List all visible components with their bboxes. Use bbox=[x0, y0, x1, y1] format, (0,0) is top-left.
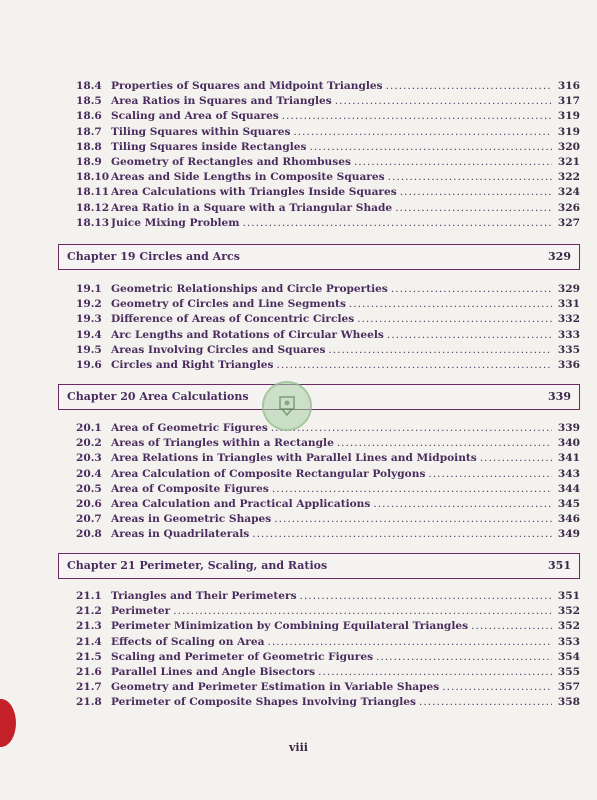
section-number: 20.1 bbox=[76, 422, 102, 434]
section-page: 339 bbox=[557, 422, 580, 434]
toc-entry[interactable] bbox=[58, 216, 580, 231]
section-number: 19.4 bbox=[76, 328, 102, 341]
section-title: Perimeter Minimization by Combining Equilateral Triangles bbox=[111, 620, 471, 632]
chapter-title: Chapter 19 Circles and Arcs bbox=[67, 250, 240, 263]
section-page: 352 bbox=[557, 605, 580, 618]
section-page: 343 bbox=[557, 467, 580, 480]
section-page: 336 bbox=[557, 358, 580, 371]
section-page: 357 bbox=[557, 681, 580, 694]
page-number: viii bbox=[289, 741, 308, 754]
section-title: Arc Lengths and Rotations of Circular Wheels bbox=[111, 329, 387, 341]
section-number: 20.8 bbox=[76, 528, 102, 541]
toc-entry[interactable] bbox=[58, 170, 580, 185]
toc-entry[interactable] bbox=[58, 421, 580, 436]
toc-entry[interactable] bbox=[58, 94, 580, 109]
section-page: 344 bbox=[557, 482, 580, 495]
section-page: 354 bbox=[557, 650, 580, 663]
section-page: 341 bbox=[557, 452, 580, 465]
section-title: Triangles and Their Perimeters bbox=[111, 590, 300, 602]
section-number: 20.4 bbox=[76, 467, 102, 480]
toc-entry[interactable] bbox=[58, 201, 580, 216]
section-number: 19.3 bbox=[76, 313, 102, 326]
toc-entry[interactable] bbox=[58, 140, 580, 155]
chapter-title: Chapter 21 Perimeter, Scaling, and Ratios bbox=[67, 559, 328, 572]
toc-entry[interactable] bbox=[58, 467, 580, 482]
section-title: Area Calculation of Composite Rectangular Polygons bbox=[111, 468, 428, 480]
section-title: Areas Involving Circles and Squares bbox=[111, 344, 328, 356]
section-title: Areas in Quadrilaterals bbox=[111, 528, 252, 540]
toc-entry[interactable] bbox=[58, 527, 580, 542]
section-page: 329 bbox=[557, 283, 580, 295]
section-number: 20.7 bbox=[76, 513, 102, 526]
chapter-title: Chapter 20 Area Calculations bbox=[67, 390, 249, 403]
chapter-page: 351 bbox=[548, 559, 571, 572]
section-number: 18.11 bbox=[76, 186, 110, 199]
section-number: 18.9 bbox=[76, 155, 102, 168]
section-title: Scaling and Area of Squares bbox=[111, 110, 282, 122]
section-title: Circles and Right Triangles bbox=[111, 359, 277, 371]
section-page: 331 bbox=[557, 298, 580, 311]
toc-entry[interactable] bbox=[58, 312, 580, 327]
section-number: 21.3 bbox=[76, 620, 102, 633]
toc-entry[interactable] bbox=[58, 589, 580, 604]
toc-chapter-21 bbox=[58, 589, 580, 711]
section-number: 20.2 bbox=[76, 437, 102, 450]
section-number: 18.8 bbox=[76, 140, 102, 153]
section-page: 320 bbox=[557, 140, 580, 153]
section-page: 316 bbox=[557, 80, 580, 92]
section-number: 18.10 bbox=[76, 171, 110, 184]
section-page: 321 bbox=[557, 155, 580, 168]
section-page: 327 bbox=[557, 216, 580, 229]
section-title: Parallel Lines and Angle Bisectors bbox=[111, 666, 318, 678]
section-number: 20.6 bbox=[76, 497, 102, 510]
section-page: 349 bbox=[557, 528, 580, 541]
section-title: Tiling Squares within Squares bbox=[111, 126, 293, 138]
toc-entry[interactable] bbox=[58, 695, 580, 710]
section-title: Properties of Squares and Midpoint Triangles bbox=[111, 80, 386, 92]
section-title: Area Ratios in Squares and Triangles bbox=[111, 95, 335, 107]
toc-entry[interactable] bbox=[58, 650, 580, 665]
section-number: 19.6 bbox=[76, 358, 102, 371]
toc-chapter-20 bbox=[58, 421, 580, 543]
toc-entry[interactable] bbox=[58, 358, 580, 373]
toc-entry[interactable] bbox=[58, 79, 580, 94]
section-title: Geometric Relationships and Circle Properties bbox=[111, 283, 391, 295]
section-number: 21.1 bbox=[76, 590, 102, 602]
section-title: Perimeter bbox=[111, 605, 173, 617]
section-title: Geometry of Rectangles and Rhombuses bbox=[111, 156, 354, 168]
section-title: Area Relations in Triangles with Parallel Lines and Midpoints bbox=[111, 452, 480, 464]
chapter-heading-19[interactable] bbox=[58, 244, 580, 270]
toc-entry[interactable] bbox=[58, 297, 580, 312]
section-page: 358 bbox=[557, 696, 580, 709]
section-number: 19.2 bbox=[76, 298, 102, 311]
section-number: 21.8 bbox=[76, 696, 102, 709]
toc-entry[interactable] bbox=[58, 155, 580, 170]
section-number: 18.5 bbox=[76, 95, 102, 108]
toc-entry[interactable] bbox=[58, 328, 580, 343]
section-number: 19.1 bbox=[76, 283, 102, 295]
toc-entry[interactable] bbox=[58, 635, 580, 650]
section-title: Area of Composite Figures bbox=[111, 483, 272, 495]
section-number: 21.6 bbox=[76, 665, 102, 678]
section-title: Juice Mixing Problem bbox=[111, 217, 243, 229]
toc-entry[interactable] bbox=[58, 604, 580, 619]
section-page: 333 bbox=[557, 328, 580, 341]
toc-entry[interactable] bbox=[58, 282, 580, 297]
section-title: Area Calculations with Triangles Inside Squares bbox=[111, 186, 400, 198]
section-title: Areas and Side Lengths in Composite Squares bbox=[111, 171, 388, 183]
section-page: 353 bbox=[557, 635, 580, 648]
toc-entry[interactable] bbox=[58, 482, 580, 497]
section-number: 18.4 bbox=[76, 80, 102, 92]
chapter-heading-21[interactable] bbox=[58, 553, 580, 579]
toc-entry[interactable] bbox=[58, 109, 580, 124]
section-number: 21.7 bbox=[76, 681, 102, 694]
page-edge-tab bbox=[0, 699, 16, 747]
chapter-page: 329 bbox=[548, 250, 571, 263]
toc-entry[interactable] bbox=[58, 451, 580, 466]
toc-entry[interactable] bbox=[58, 619, 580, 634]
section-page: 332 bbox=[557, 313, 580, 326]
section-number: 18.6 bbox=[76, 110, 102, 123]
section-page: 319 bbox=[557, 110, 580, 123]
chapter-heading-20[interactable] bbox=[58, 384, 580, 410]
section-number: 19.5 bbox=[76, 343, 102, 356]
section-page: 324 bbox=[557, 186, 580, 199]
toc-entry[interactable] bbox=[58, 436, 580, 451]
section-number: 21.5 bbox=[76, 650, 102, 663]
section-page: 340 bbox=[557, 437, 580, 450]
section-title: Geometry of Circles and Line Segments bbox=[111, 298, 349, 310]
section-title: Areas of Triangles within a Rectangle bbox=[111, 437, 337, 449]
toc-entry[interactable] bbox=[58, 665, 580, 680]
toc-entry[interactable] bbox=[58, 680, 580, 695]
toc-entry[interactable] bbox=[58, 512, 580, 527]
section-number: 18.7 bbox=[76, 125, 102, 138]
section-page: 345 bbox=[557, 497, 580, 510]
section-page: 335 bbox=[557, 343, 580, 356]
section-title: Areas in Geometric Shapes bbox=[111, 513, 274, 525]
toc-section-18 bbox=[58, 79, 580, 231]
section-number: 18.13 bbox=[76, 216, 110, 229]
section-number: 21.2 bbox=[76, 605, 102, 618]
section-number: 21.4 bbox=[76, 635, 102, 648]
section-title: Area of Geometric Figures bbox=[111, 422, 271, 434]
toc-chapter-19 bbox=[58, 282, 580, 373]
section-title: Area Calculation and Practical Applications bbox=[111, 498, 373, 510]
toc-entry[interactable] bbox=[58, 343, 580, 358]
section-page: 351 bbox=[557, 590, 580, 602]
watermark-seal-icon bbox=[262, 381, 312, 431]
section-number: 20.5 bbox=[76, 482, 102, 495]
section-page: 352 bbox=[557, 620, 580, 633]
section-title: Tiling Squares inside Rectangles bbox=[111, 141, 310, 153]
section-title: Area Ratio in a Square with a Triangular Shade bbox=[111, 202, 395, 214]
section-number: 18.12 bbox=[76, 201, 110, 214]
section-page: 346 bbox=[557, 513, 580, 526]
section-page: 322 bbox=[557, 171, 580, 184]
chapter-page: 339 bbox=[548, 390, 571, 403]
section-title: Scaling and Perimeter of Geometric Figures bbox=[111, 651, 376, 663]
toc-entry[interactable] bbox=[58, 125, 580, 140]
section-title: Difference of Areas of Concentric Circles bbox=[111, 313, 357, 325]
section-number: 20.3 bbox=[76, 452, 102, 465]
toc-entry[interactable] bbox=[58, 497, 580, 512]
section-page: 326 bbox=[557, 201, 580, 214]
section-page: 317 bbox=[557, 95, 580, 108]
section-page: 355 bbox=[557, 665, 580, 678]
section-title: Perimeter of Composite Shapes Involving Triangles bbox=[111, 696, 419, 708]
section-page: 319 bbox=[557, 125, 580, 138]
section-title: Effects of Scaling on Area bbox=[111, 636, 268, 648]
section-title: Geometry and Perimeter Estimation in Variable Shapes bbox=[111, 681, 442, 693]
toc-entry[interactable] bbox=[58, 185, 580, 200]
